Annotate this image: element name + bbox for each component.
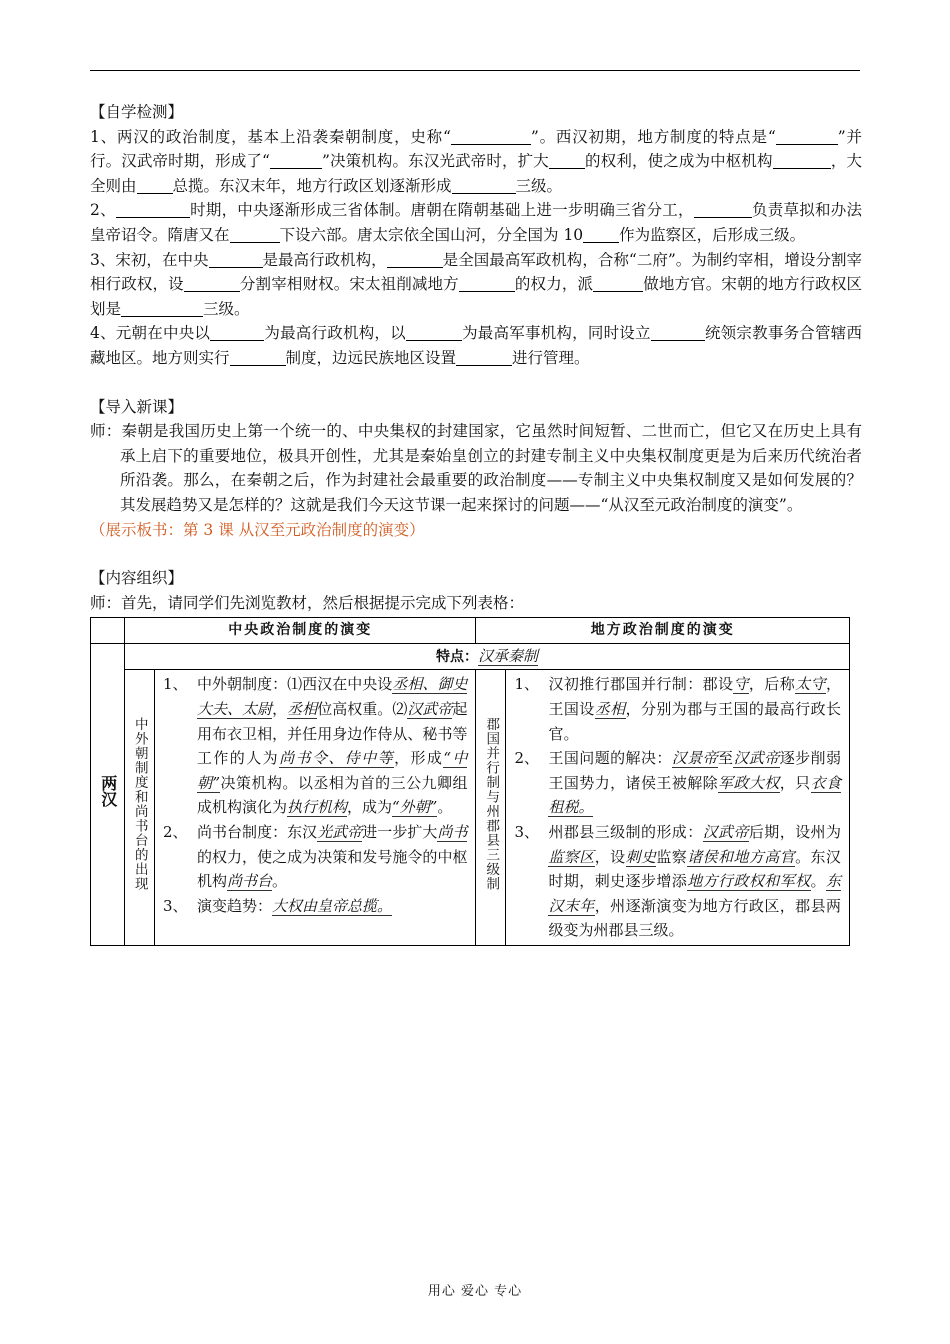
fill-blank[interactable] bbox=[583, 225, 619, 243]
item-text bbox=[197, 672, 468, 820]
q1-text: ”决策机构。东汉光武帝时，扩大 bbox=[321, 152, 549, 171]
item-number: 1、 bbox=[162, 675, 188, 694]
prompt-text: 的权力，使之成为决策和发号施令的中枢机构 bbox=[196, 847, 468, 891]
q3-text: 是全国最高军政机构，合称“二府”。为制约宰相，增设分割宰相行政权，设 bbox=[90, 250, 862, 294]
prompt-text: 进一步扩大 bbox=[362, 823, 438, 842]
feature-label: 特点： bbox=[435, 648, 478, 665]
fill-blank[interactable] bbox=[137, 176, 173, 194]
organize-teacher-text: 师：首先，请同学们先浏览教材，然后根据提示完成下列表格： bbox=[90, 593, 525, 612]
answer-text: 诸侯和地方高官 bbox=[687, 847, 796, 866]
fill-blank[interactable] bbox=[776, 127, 838, 145]
list-item bbox=[510, 672, 841, 746]
q4-text: 制度，边远民族地区设置 bbox=[285, 348, 457, 367]
answer-text: 汉武帝 bbox=[407, 700, 453, 719]
answer-text: 汉景帝 bbox=[671, 749, 719, 768]
answer-text: 东汉末年 bbox=[548, 872, 841, 915]
intro-teacher-text: 师：秦朝是我国历史上第一个统一的、中央集权的封建国家，它虽然时间短暂、二世而亡，但它又在历史上具有承上启下的重要地位，极具开创性，尤其是秦始皇创立的封建专制主义中央集权制度更是为后来历代统治者所沿袭。那么，在秦朝之后，作为封建社会最重要的政治制度——专制主义中央集权制度又是如何发展的？其发展趋势又是怎样的？这就是我们今天这节课一起来探讨的问题——“从汉至元政治制度的演变”。 bbox=[90, 422, 862, 514]
answer-text: 守 bbox=[733, 675, 749, 694]
item-number: 2、 bbox=[162, 823, 188, 842]
q3-text: 是最高行政机构， bbox=[262, 250, 387, 269]
item-number: 2、 bbox=[514, 749, 540, 768]
list-item bbox=[159, 894, 468, 919]
prompt-text: 中外朝制度：⑴西汉在中央设 bbox=[196, 675, 393, 694]
feature-cell bbox=[124, 643, 849, 670]
prompt-text: ，只 bbox=[779, 773, 811, 792]
fill-blank[interactable] bbox=[387, 250, 443, 268]
answer-text: “中朝” bbox=[196, 749, 468, 792]
fill-blank[interactable] bbox=[210, 323, 264, 341]
prompt-text: 。 bbox=[271, 872, 287, 891]
corner-cell bbox=[91, 618, 125, 644]
fill-blank[interactable] bbox=[209, 250, 263, 268]
fill-blank[interactable] bbox=[651, 323, 705, 341]
intro-heading: 【导入新课】 bbox=[90, 397, 184, 416]
organize-heading: 【内容组织】 bbox=[90, 569, 184, 588]
q4-text: 4、元朝在中央以 bbox=[90, 324, 211, 343]
q3-text: 三级。 bbox=[203, 299, 250, 318]
q4-text: 统领宗教事务合管辖西藏地区。地方则实行 bbox=[90, 324, 862, 367]
prompt-text: 。东汉时期，刺史逐步增添 bbox=[548, 847, 841, 891]
central-items bbox=[155, 670, 476, 920]
q4-text: 进行管理。 bbox=[512, 348, 590, 367]
local-subtopic: 郡国并行制与州郡县三级制 bbox=[483, 716, 500, 891]
answer-text: 执行机构 bbox=[286, 798, 347, 817]
answer-text: “外朝” bbox=[392, 798, 438, 817]
answer-text: 监察区 bbox=[548, 847, 595, 866]
fill-blank[interactable] bbox=[773, 151, 831, 169]
feature-value: 汉承秦制 bbox=[477, 646, 538, 665]
prompt-text: 监察 bbox=[656, 847, 688, 866]
header-central: 中央政治制度的演变 bbox=[124, 618, 476, 644]
q3-text: 分割宰相财权。宋太祖削减地方 bbox=[239, 275, 459, 294]
answer-text: 尚书 bbox=[437, 823, 468, 842]
page-footer: 用心 爱心 专心 bbox=[427, 1284, 523, 1299]
fill-blank[interactable] bbox=[230, 348, 286, 366]
fill-blank[interactable] bbox=[593, 274, 643, 292]
fill-blank[interactable] bbox=[694, 200, 752, 218]
q3-text: 做地方官。宋朝的地方行政权区划是 bbox=[90, 275, 862, 318]
fill-blank[interactable] bbox=[459, 274, 515, 292]
central-subtopic-cell bbox=[124, 670, 154, 946]
fill-blank[interactable] bbox=[184, 274, 240, 292]
prompt-text: 至 bbox=[718, 749, 734, 768]
fill-blank[interactable] bbox=[116, 200, 190, 218]
answer-text: 汉武帝 bbox=[733, 749, 780, 768]
central-content-cell bbox=[154, 670, 476, 946]
answer-text: 丞相 bbox=[287, 700, 318, 719]
central-subtopic: 中外朝制度和尚书台的出现 bbox=[131, 716, 148, 891]
prompt-text: ，形成 bbox=[394, 749, 444, 768]
prompt-text: ，王国设 bbox=[548, 675, 841, 719]
table-header-row bbox=[91, 618, 850, 644]
item-text bbox=[548, 672, 841, 746]
prompt-text: ，设 bbox=[594, 847, 626, 866]
fill-blank[interactable] bbox=[406, 323, 462, 341]
prompt-text: 州郡县三级制的形成： bbox=[548, 823, 703, 842]
q3-text: 3、宋初，在中央 bbox=[90, 250, 209, 269]
q4-text: 为最高行政机构，以 bbox=[264, 324, 406, 343]
answer-text: 丞相 bbox=[594, 700, 626, 719]
q1-text: 总揽。东汉末年，地方行政区划逐渐形成 bbox=[172, 176, 452, 195]
prompt-text: ，州逐渐演变为地方行政区，郡县两级变为州郡县三级。 bbox=[548, 896, 841, 940]
table-row bbox=[91, 670, 850, 946]
q1-text: 1、两汉的政治制度，基本上沿袭秦朝制度，史称“ bbox=[90, 127, 451, 146]
fill-blank[interactable] bbox=[451, 127, 531, 145]
fill-blank[interactable] bbox=[230, 225, 280, 243]
answer-text: 地方行政权和军权 bbox=[687, 872, 811, 891]
era-label: 两汉 bbox=[98, 774, 118, 807]
fill-blank[interactable] bbox=[549, 151, 585, 169]
q3-text: 的权力，派 bbox=[514, 275, 594, 294]
local-subtopic-cell bbox=[476, 670, 506, 946]
evolution-table bbox=[90, 617, 850, 946]
q1-text: 的权利，使之成为中枢机构 bbox=[584, 152, 773, 171]
q2-text: 作为监察区，后形成三级。 bbox=[619, 225, 806, 244]
selfcheck-question-4 bbox=[90, 321, 862, 370]
answer-text: 刺史 bbox=[625, 847, 657, 866]
prompt-text: 。 bbox=[810, 872, 826, 891]
prompt-text: ，分别为郡与王国的最高行政长官。 bbox=[548, 700, 841, 743]
item-text bbox=[548, 746, 841, 820]
list-item bbox=[510, 746, 841, 820]
prompt-text: 决策机构。以丞相为首的三公九卿组成机构演化为 bbox=[196, 773, 468, 817]
header-local: 地方政治制度的演变 bbox=[476, 618, 850, 644]
prompt-text: 后期，设州为 bbox=[748, 823, 841, 842]
header-rule bbox=[90, 70, 860, 71]
answer-text: 军政大权 bbox=[718, 773, 780, 792]
q2-text: 2、 bbox=[90, 201, 116, 220]
item-number: 1、 bbox=[514, 675, 540, 694]
selfcheck-question-2 bbox=[90, 198, 862, 247]
list-item bbox=[159, 672, 468, 820]
item-text bbox=[548, 820, 841, 943]
q2-text: 负责草拟和办法皇帝诏令。隋唐又在 bbox=[90, 201, 862, 244]
item-number: 3、 bbox=[162, 896, 188, 915]
list-item bbox=[510, 820, 841, 943]
prompt-text: ，后称 bbox=[748, 675, 796, 694]
q1-text: ，大全则由 bbox=[90, 152, 862, 195]
prompt-text: 起用布衣卫相，并任用身边作侍从、秘书等工作的人为 bbox=[196, 700, 468, 768]
local-content-cell bbox=[506, 670, 850, 946]
fill-blank[interactable] bbox=[121, 299, 203, 317]
q2-text: 下设六部。唐太宗依全国山河，分全国为 10 bbox=[279, 225, 584, 244]
prompt-text: ， bbox=[272, 700, 288, 719]
spacer bbox=[90, 542, 862, 566]
item-number: 3、 bbox=[514, 823, 540, 842]
spacer bbox=[90, 371, 862, 395]
selfcheck-heading: 【自学检测】 bbox=[90, 103, 184, 121]
answer-text: 汉武帝 bbox=[702, 823, 749, 842]
board-note: （展示板书：第 3 课 从汉至元政治制度的演变） bbox=[90, 520, 425, 539]
prompt-text: 逐步削弱王国势力，诸侯王被解除 bbox=[548, 749, 841, 792]
prompt-text: 王国问题的解决： bbox=[548, 749, 672, 768]
answer-text: 大权由皇帝总揽。 bbox=[271, 896, 392, 915]
q1-text: ”。西汉初期，地方制度的特点是“ bbox=[530, 127, 776, 146]
answer-text: 衣食租税。 bbox=[548, 773, 841, 817]
answer-text: 丞相、御史大夫、太尉 bbox=[196, 675, 468, 719]
item-text bbox=[197, 894, 468, 919]
prompt-text: 位高权重。⑵ bbox=[317, 700, 408, 719]
answer-text: 尚书台 bbox=[226, 872, 272, 891]
fill-blank[interactable] bbox=[270, 151, 322, 169]
prompt-text: 演变趋势： bbox=[196, 896, 272, 915]
answer-text: 光武帝 bbox=[317, 823, 363, 842]
selfcheck-question-3 bbox=[90, 248, 862, 322]
prompt-text: 尚书台制度：东汉 bbox=[196, 823, 318, 842]
answer-text: 太守 bbox=[795, 675, 826, 694]
answer-text: 尚书令、侍中等 bbox=[279, 749, 395, 768]
item-text bbox=[197, 820, 468, 894]
prompt-text: 汉初推行郡国并行制：郡设 bbox=[548, 675, 734, 694]
q1-text: 三级。 bbox=[515, 176, 563, 195]
fill-blank[interactable] bbox=[456, 348, 512, 366]
table-row bbox=[91, 643, 850, 670]
prompt-text: ，成为 bbox=[346, 798, 392, 817]
q4-text: 为最高军事机构，同时设立 bbox=[461, 324, 651, 343]
fill-blank[interactable] bbox=[452, 176, 516, 194]
selfcheck-question-1 bbox=[90, 125, 862, 199]
q2-text: 时期，中央逐渐形成三省体制。唐朝在隋朝基础上进一步明确三省分工， bbox=[189, 201, 694, 220]
local-items bbox=[506, 670, 849, 945]
document-body bbox=[90, 100, 862, 946]
prompt-text: 。 bbox=[437, 798, 453, 817]
q1-text: ”并行。汉武帝时期，形成了“ bbox=[90, 127, 862, 171]
era-cell bbox=[91, 643, 125, 945]
list-item bbox=[159, 820, 468, 894]
